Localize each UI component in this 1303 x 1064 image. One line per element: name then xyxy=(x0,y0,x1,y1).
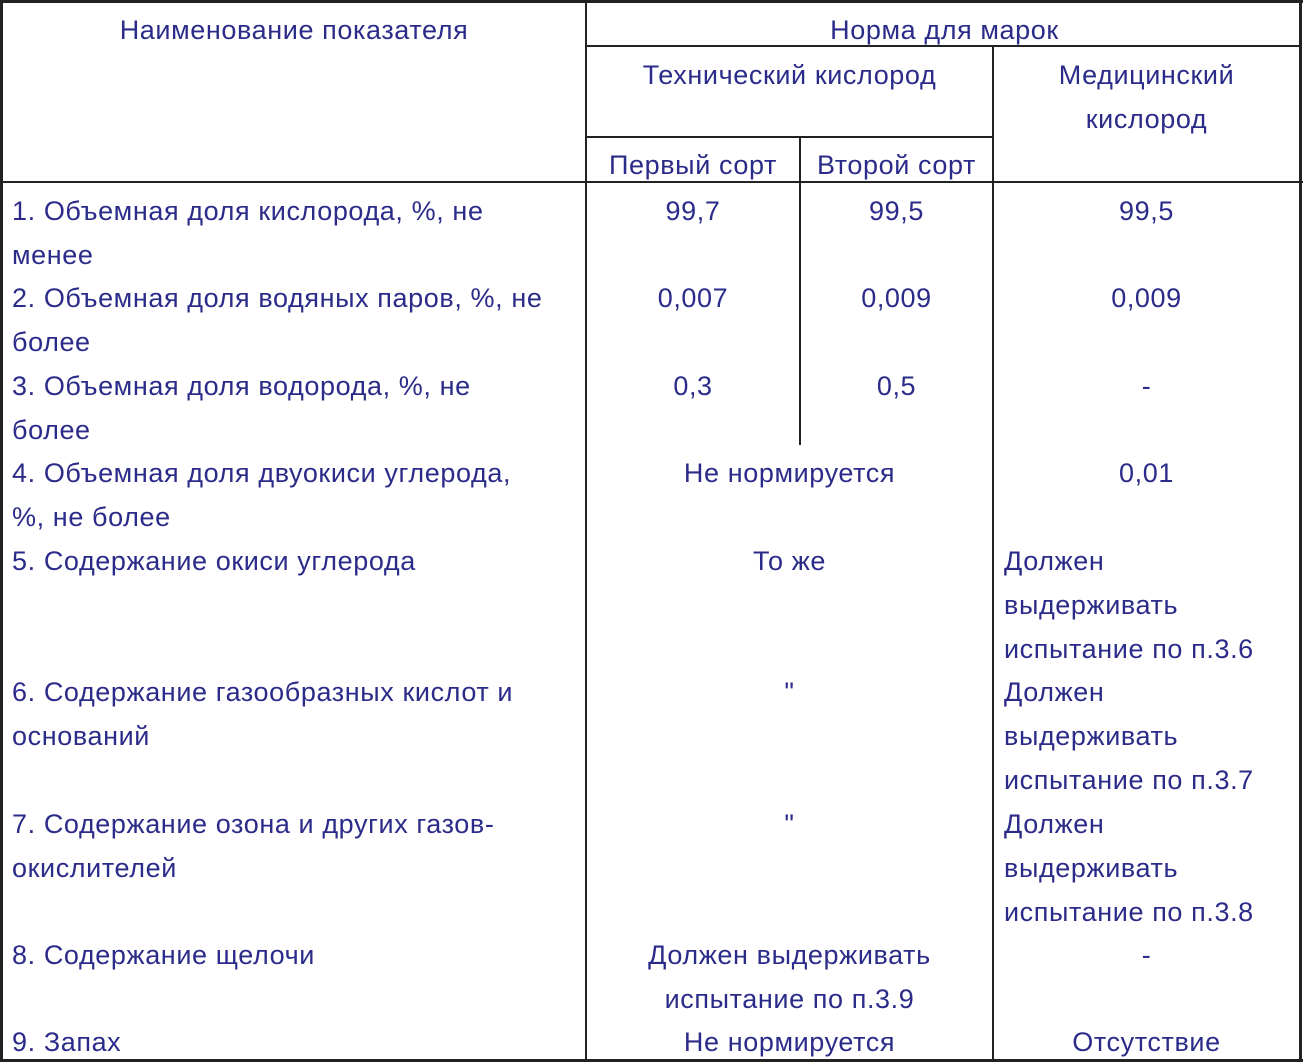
row-3-indicator: 3. Объемная доля водорода, %, не более xyxy=(12,371,471,445)
technical-header-rule xyxy=(586,136,993,138)
header-technical: Технический кислород xyxy=(642,60,937,90)
row-7-technical: " xyxy=(784,809,795,839)
row-6-medical: Должен выдерживать испытание по п.3.7 xyxy=(1004,677,1254,795)
row-9-medical: Отсутствие xyxy=(1072,1027,1221,1057)
row-3-grade-second: 0,5 xyxy=(876,371,917,401)
row-9-indicator: 9. Запах xyxy=(12,1027,122,1057)
row-3-grade-first: 0,3 xyxy=(673,371,713,401)
table-border-right xyxy=(1299,0,1302,1062)
row-5-medical: Должен выдерживать испытание по п.3.6 xyxy=(1004,546,1254,664)
row-4-indicator: 4. Объемная доля двуокиси углерода, %, не более xyxy=(12,458,512,532)
row-7-indicator: 7. Содержание озона и других газов- окислителей xyxy=(12,809,495,883)
row-5-indicator: 5. Содержание окиси углерода xyxy=(12,546,416,576)
row-4-technical: Не нормируется xyxy=(683,458,896,488)
header-indicator: Наименование показателя xyxy=(119,15,469,45)
row-2-medical: 0,009 xyxy=(1111,283,1182,313)
header-medical: Медицинский кислород xyxy=(1058,60,1235,134)
table-border-top xyxy=(0,0,1303,3)
row-3-medical: - xyxy=(1141,371,1152,401)
table-border-left xyxy=(0,0,3,1062)
row-7-medical: Должен выдерживать испытание по п.3.8 xyxy=(1004,809,1254,927)
row-1-grade-second: 99,5 xyxy=(869,196,924,226)
row-1-grade-first: 99,7 xyxy=(665,196,721,226)
row-2-grade-first: 0,007 xyxy=(657,283,729,313)
header-grade-second: Второй сорт xyxy=(816,150,976,180)
row-1-medical: 99,5 xyxy=(1119,196,1174,226)
row-2-grade-second: 0,009 xyxy=(861,283,932,313)
row-5-technical: То же xyxy=(753,546,826,576)
row-9-technical: Не нормируется xyxy=(683,1027,896,1057)
row-2-indicator: 2. Объемная доля водяных паров, %, не более xyxy=(12,283,543,357)
row-8-indicator: 8. Содержание щелочи xyxy=(12,940,315,970)
header-grade-first: Первый сорт xyxy=(609,150,777,180)
row-8-technical: Должен выдерживать испытание по п.3.9 xyxy=(648,940,931,1014)
row-8-medical: - xyxy=(1141,940,1152,970)
row-6-indicator: 6. Содержание газообразных кислот и оснований xyxy=(12,677,514,751)
row-4-medical: 0,01 xyxy=(1119,458,1174,488)
row-6-technical: " xyxy=(784,677,795,707)
header-norm: Норма для марок xyxy=(830,15,1059,45)
row-1-indicator: 1. Объемная доля кислорода, %, не менее xyxy=(12,196,484,270)
